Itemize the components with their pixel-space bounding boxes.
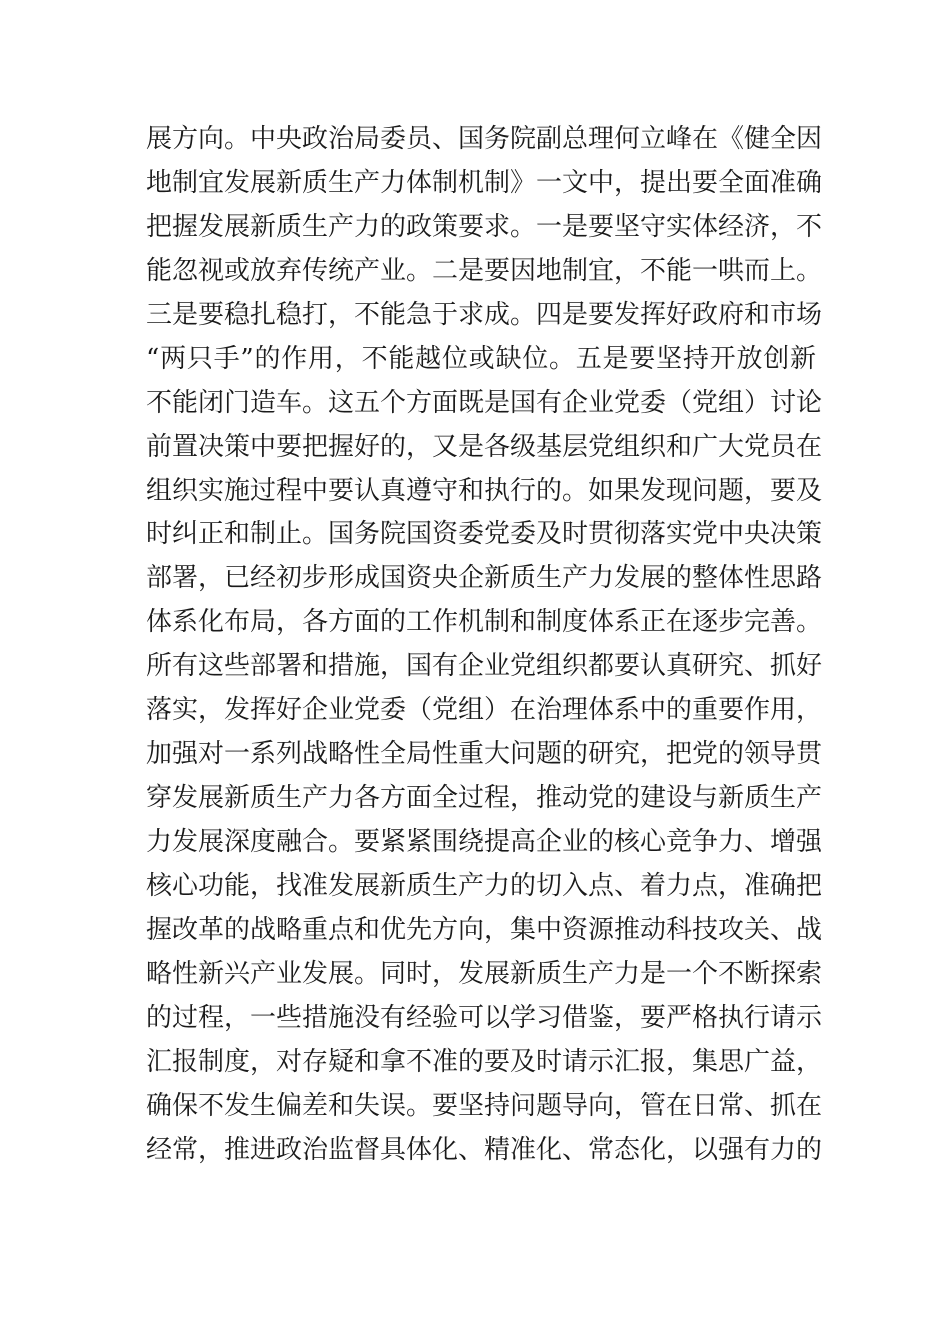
text-line: 汇报制度，对存疑和拿不准的要及时请示汇报，集思广益， (146, 1046, 823, 1077)
text-line: 的过程，一些措施没有经验可以学习借鉴，要严格执行请示 (146, 1002, 823, 1033)
text-line: 展方向。中央政治局委员、国务院副总理何立峰在《健全因 (146, 124, 823, 154)
text-line: 加强对一系列战略性全局性重大问题的研究，把党的领导贯 (146, 739, 823, 770)
text-line: 三是要稳扎稳打，不能急于求成。四是要发挥好政府和市场 (146, 299, 823, 330)
text-line: 不能闭门造车。这五个方面既是国有企业党委（党组）讨论 (146, 387, 823, 418)
text-line: “两只手”的作用，不能越位或缺位。五是要坚持开放创新 (146, 343, 816, 374)
text-line: 经常，推进政治监督具体化、精准化、常态化，以强有力的 (146, 1134, 823, 1165)
text-line: 确保不发生偏差和失误。要坚持问题导向，管在日常、抓在 (146, 1090, 823, 1121)
text-line: 落实，发挥好企业党委（党组）在治理体系中的重要作用， (146, 695, 823, 726)
text-line: 力发展深度融合。要紧紧围绕提高企业的核心竞争力、增强 (146, 827, 823, 857)
text-line: 所有这些部署和措施，国有企业党组织都要认真研究、抓好 (146, 651, 823, 682)
text-line: 把握发展新质生产力的政策要求。一是要坚守实体经济，不 (146, 211, 823, 242)
text-line: 时纠正和制止。国务院国资委党委及时贯彻落实党中央决策 (146, 519, 823, 550)
body-paragraph (146, 118, 823, 1173)
text-line: 部署，已经初步形成国资央企新质生产力发展的整体性思路 (146, 563, 823, 594)
text-line: 能忽视或放弃传统产业。二是要因地制宜，不能一哄而上。 (146, 255, 823, 286)
text-line: 地制宜发展新质生产力体制机制》一文中，提出要全面准确 (146, 167, 823, 198)
text-line: 前置决策中要把握好的，又是各级基层党组织和广大党员在 (146, 431, 823, 462)
text-line: 组织实施过程中要认真遵守和执行的。如果发现问题，要及 (146, 475, 823, 506)
text-line: 略性新兴产业发展。同时，发展新质生产力是一个不断探索 (146, 958, 823, 989)
text-line: 握改革的战略重点和优先方向，集中资源推动科技攻关、战 (146, 914, 823, 945)
text-line: 体系化布局，各方面的工作机制和制度体系正在逐步完善。 (146, 607, 823, 638)
text-line: 穿发展新质生产力各方面全过程，推动党的建设与新质生产 (146, 783, 823, 814)
text-line: 核心功能，找准发展新质生产力的切入点、着力点，准确把 (146, 870, 823, 901)
